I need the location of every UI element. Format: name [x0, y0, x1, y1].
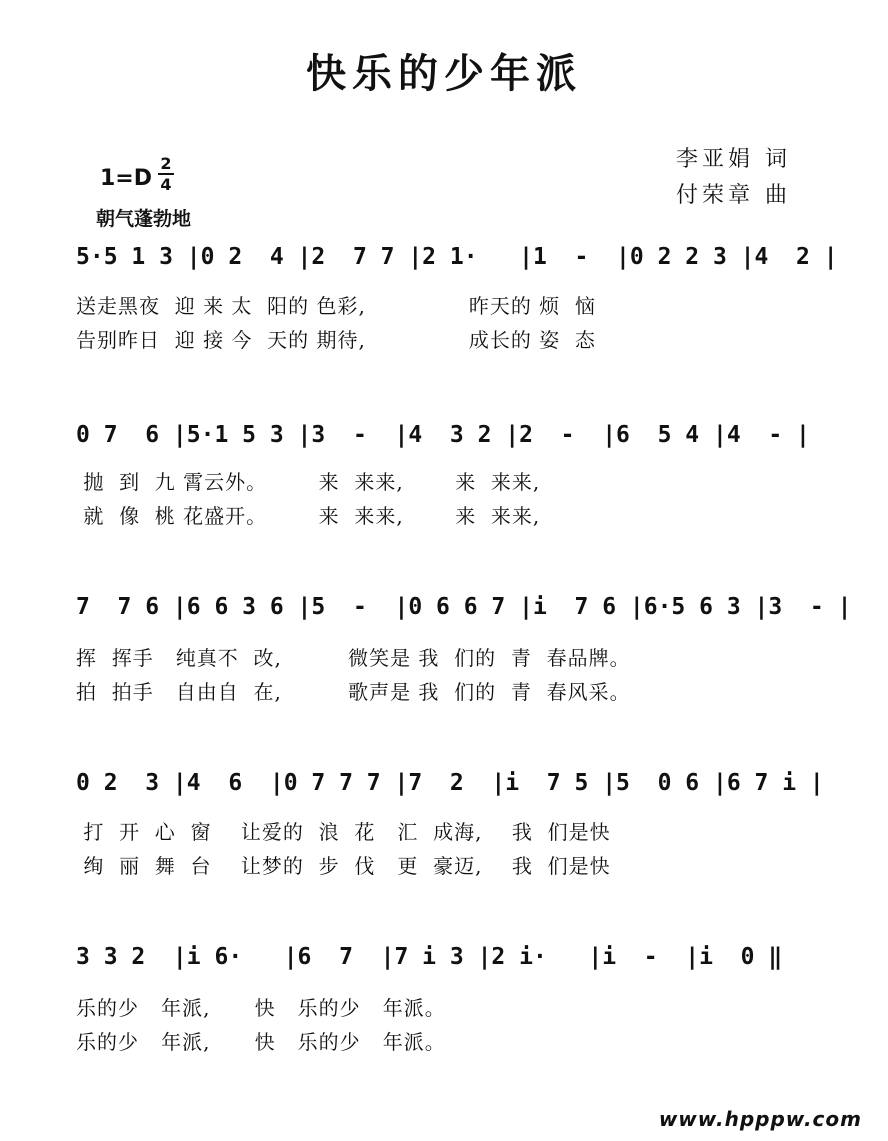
song-title: 快乐的少年派 [306, 50, 582, 97]
lyrics-verse-2: 拍 拍手 自由自 在, 歌声是 我 们的 青 春风采。 [76, 680, 631, 704]
notation-line: 5·5 1 3 |0 2 4 |2 7 7 |2 1· |1 - |0 2 2 3 |4 2 | [76, 244, 838, 270]
lyricist-credit: 李亚娟 词 [676, 147, 791, 172]
lyrics-verse-1: 乐的少 年派, 快 乐的少 年派。 [76, 996, 446, 1020]
lyrics-verse-1: 送走黑夜 迎 来 太 阳的 色彩, 昨天的 烦 恼 [76, 294, 596, 318]
lyrics-verse-1: 打 开 心 窗 让爱的 浪 花 汇 成海, 我 们是快 [76, 820, 611, 844]
watermark: www.hpppw.com [658, 1107, 862, 1131]
time-signature-top: 2 [158, 154, 174, 175]
time-signature [158, 154, 174, 194]
lyrics-verse-2: 绚 丽 舞 台 让梦的 步 伐 更 豪迈, 我 们是快 [76, 854, 611, 878]
tempo-marking: 朝气蓬勃地 [96, 208, 192, 230]
notation-line: 0 2 3 |4 6 |0 7 7 7 |7 2 |i 7 5 |5 0 6 |6 7 i | [76, 770, 824, 796]
lyrics-verse-1: 抛 到 九 霄云外。 来 来来, 来 来来, [76, 470, 541, 494]
notation-line: 3 3 2 |i 6· |6 7 |7 i 3 |2 i· |i - |i 0 ‖ [76, 944, 783, 970]
notation-line: 7 7 6 |6 6 3 6 |5 - |0 6 6 7 |i 7 6 |6·5 6 3 |3 - | [76, 594, 852, 620]
lyrics-verse-2: 告别昨日 迎 接 今 天的 期待, 成长的 姿 态 [76, 328, 596, 352]
notation-line: 0 7 6 |5·1 5 3 |3 - |4 3 2 |2 - |6 5 4 |4 - | [76, 422, 810, 448]
composer-credit: 付荣章 曲 [676, 183, 791, 208]
time-signature-bottom: 4 [160, 175, 172, 194]
lyrics-verse-1: 挥 挥手 纯真不 改, 微笑是 我 们的 青 春品牌。 [76, 646, 631, 670]
key-signature: 1=D [100, 166, 153, 191]
lyrics-verse-2: 乐的少 年派, 快 乐的少 年派。 [76, 1030, 446, 1054]
lyrics-verse-2: 就 像 桃 花盛开。 来 来来, 来 来来, [76, 504, 541, 528]
